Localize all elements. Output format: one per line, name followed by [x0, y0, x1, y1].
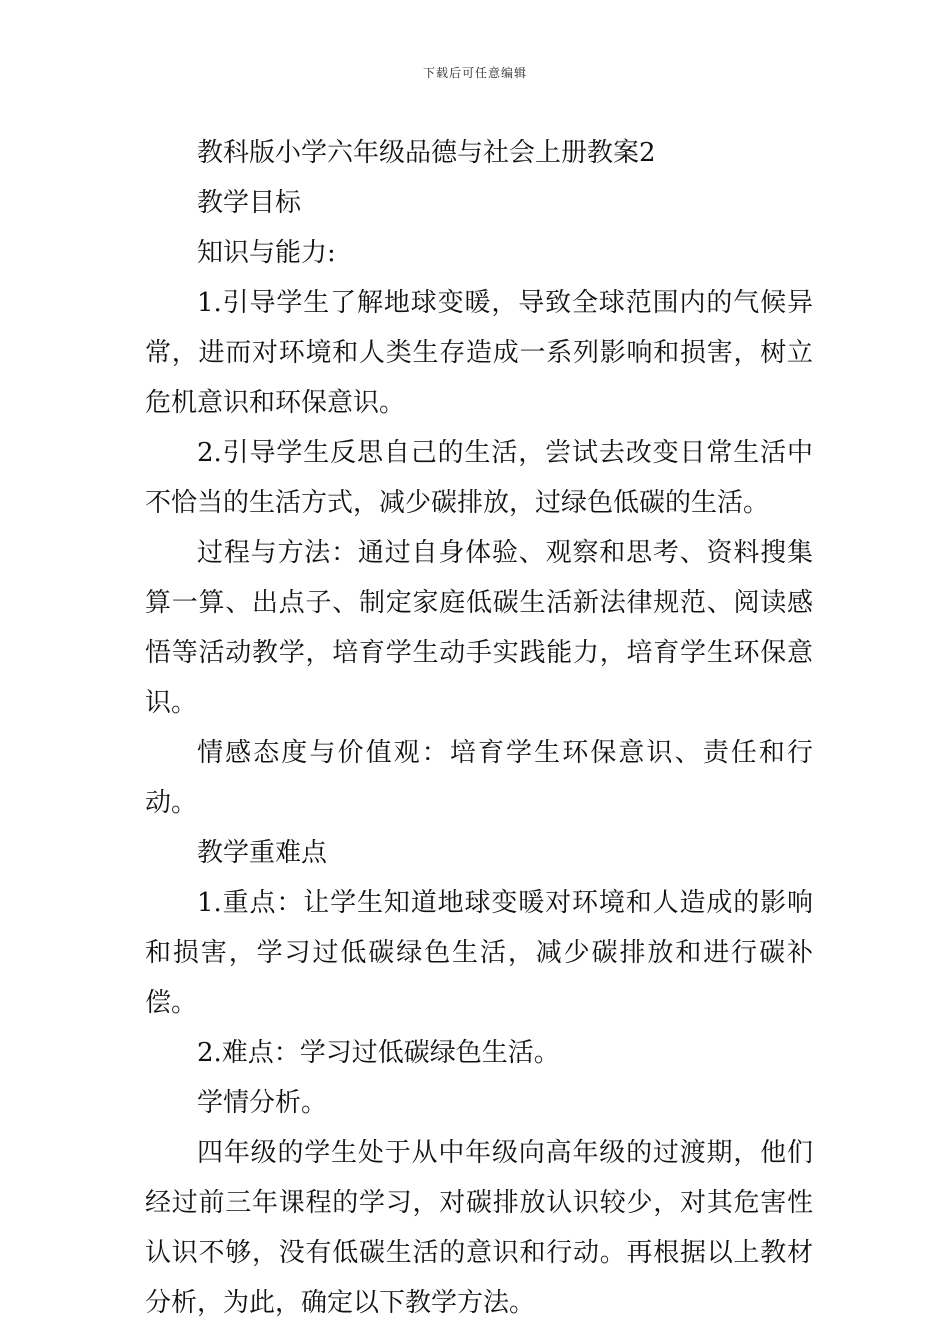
objective-item-1: 1.引导学生了解地球变暖，导致全球范围内的气候异常，进而对环境和人类生存造成一系列影响和损害，树立危机意识和环保意识。 — [145, 288, 813, 418]
emotion-values-paragraph: 情感态度与价值观：培育学生环保意识、责任和行动。 — [145, 738, 813, 818]
document-title: 教科版小学六年级品德与社会上册教案2 — [197, 138, 656, 168]
objective-item-2: 2.引导学生反思自己的生活，尝试去改变日常生活中不恰当的生活方式，减少碳排放，过绿色低碳的生活。 — [145, 438, 813, 518]
section-heading-analysis: 学情分析。 — [197, 1088, 328, 1118]
difficult-point-item: 2.难点：学习过低碳绿色生活。 — [197, 1038, 560, 1068]
section-heading-key-points: 教学重难点 — [197, 838, 328, 868]
process-method-paragraph: 过程与方法：通过自身体验、观察和思考、资料搜集算一算、出点子、制定家庭低碳生活新法律规范、阅读感悟等活动教学，培育学生动手实践能力，培育学生环保意识。 — [145, 538, 813, 718]
subheading-knowledge-ability: 知识与能力: — [197, 238, 336, 268]
analysis-paragraph: 四年级的学生处于从中年级向高年级的过渡期，他们经过前三年课程的学习，对碳排放认识较少，对其危害性认识不够，没有低碳生活的意识和行动。再根据以上教材分析，为此，确定以下教学方法。 — [145, 1138, 813, 1318]
header-note: 下载后可任意编辑 — [422, 66, 527, 80]
section-heading-objectives: 教学目标 — [197, 188, 302, 218]
key-point-item: 1.重点：让学生知道地球变暖对环境和人造成的影响和损害，学习过低碳绿色生活，减少碳排放和进行碳补偿。 — [145, 888, 813, 1018]
document-body — [145, 128, 813, 1328]
